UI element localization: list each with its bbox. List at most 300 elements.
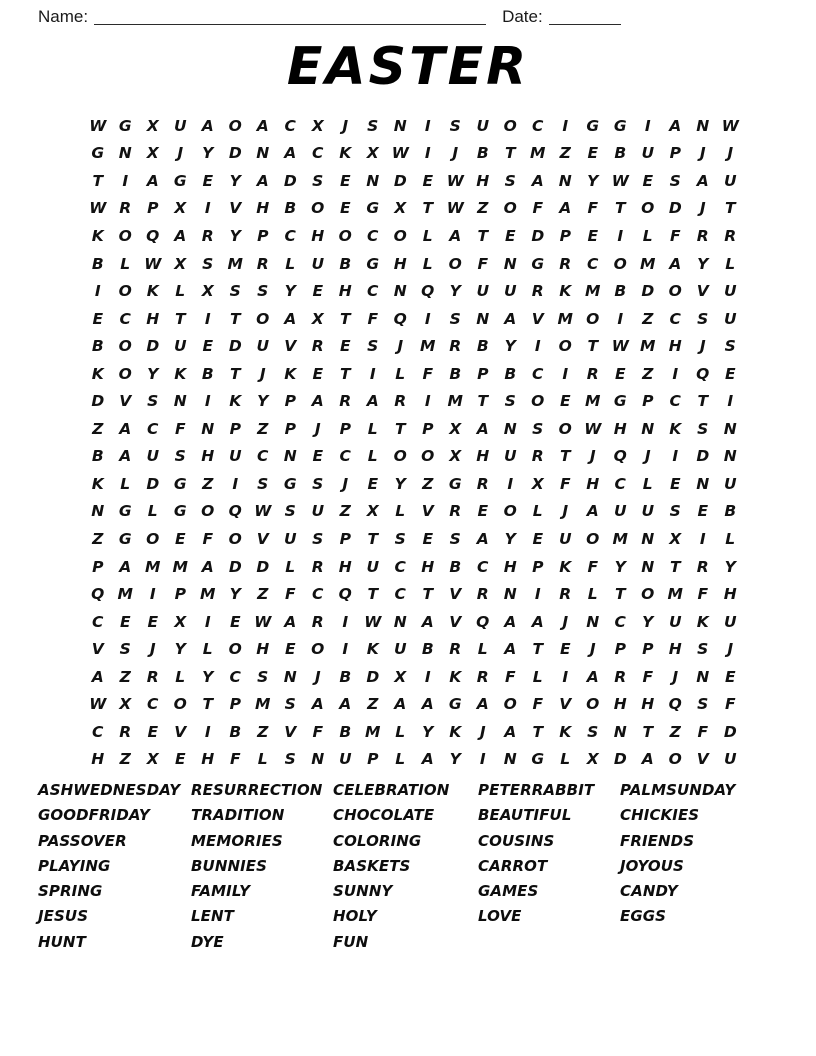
grid-cell[interactable]: A [696, 171, 709, 190]
grid-cell[interactable]: B [724, 502, 737, 521]
grid-cell[interactable]: T [174, 309, 186, 328]
grid-cell[interactable]: D [723, 722, 737, 741]
grid-cell[interactable]: N [173, 392, 187, 411]
grid-cell[interactable]: I [424, 116, 431, 135]
grid-cell[interactable]: X [146, 144, 159, 163]
grid-cell[interactable]: S [724, 337, 736, 356]
grid-cell[interactable]: W [611, 337, 629, 356]
grid-cell[interactable]: F [202, 529, 214, 548]
grid-cell[interactable]: O [613, 254, 627, 273]
grid-cell[interactable]: O [311, 640, 325, 659]
grid-cell[interactable]: P [147, 199, 159, 218]
grid-cell[interactable]: B [91, 337, 104, 356]
grid-cell[interactable]: Y [697, 254, 709, 273]
grid-cell[interactable]: S [367, 337, 379, 356]
grid-cell[interactable]: K [669, 419, 682, 438]
grid-cell[interactable]: E [284, 640, 296, 659]
grid-cell[interactable]: X [586, 750, 599, 769]
grid-cell[interactable]: O [118, 337, 132, 356]
grid-cell[interactable]: E [724, 364, 736, 383]
grid-cell[interactable]: U [173, 116, 187, 135]
grid-cell[interactable]: C [367, 282, 379, 301]
grid-cell[interactable]: U [641, 144, 655, 163]
grid-cell[interactable]: L [147, 502, 158, 521]
grid-cell[interactable]: G [613, 116, 627, 135]
grid-cell[interactable]: A [146, 171, 159, 190]
grid-cell[interactable]: Z [202, 474, 214, 493]
grid-cell[interactable]: W [144, 254, 162, 273]
word-bank-item[interactable]: BUNNIES [191, 856, 268, 875]
grid-cell[interactable]: S [697, 640, 709, 659]
grid-cell[interactable]: Z [92, 419, 104, 438]
grid-cell[interactable]: L [120, 254, 131, 273]
grid-cell[interactable]: W [611, 171, 629, 190]
grid-cell[interactable]: F [532, 695, 544, 714]
grid-cell[interactable]: W [446, 199, 464, 218]
grid-cell[interactable]: Y [504, 337, 516, 356]
grid-cell[interactable]: O [228, 116, 242, 135]
grid-cell[interactable]: H [613, 419, 627, 438]
grid-cell[interactable]: O [228, 529, 242, 548]
grid-cell[interactable]: X [449, 419, 462, 438]
grid-cell[interactable]: J [589, 447, 596, 466]
grid-cell[interactable]: S [449, 309, 461, 328]
grid-cell[interactable]: M [585, 282, 601, 301]
grid-cell[interactable]: H [338, 557, 352, 576]
grid-cell[interactable]: O [558, 419, 572, 438]
grid-cell[interactable]: L [202, 640, 213, 659]
grid-cell[interactable]: T [339, 364, 351, 383]
grid-cell[interactable]: L [725, 529, 736, 548]
grid-cell[interactable]: N [696, 667, 710, 686]
grid-cell[interactable]: L [587, 585, 598, 604]
grid-cell[interactable]: E [477, 502, 489, 521]
grid-cell[interactable]: V [284, 722, 297, 741]
grid-cell[interactable]: B [339, 667, 352, 686]
word-bank-item[interactable]: GOODFRIDAY [38, 806, 150, 825]
grid-cell[interactable]: P [477, 364, 489, 383]
grid-cell[interactable]: R [256, 254, 269, 273]
grid-cell[interactable]: G [613, 392, 627, 411]
grid-cell[interactable]: G [586, 116, 600, 135]
grid-cell[interactable]: J [644, 447, 651, 466]
grid-cell[interactable]: F [477, 254, 489, 273]
grid-cell[interactable]: P [229, 695, 241, 714]
grid-cell[interactable]: L [367, 419, 378, 438]
grid-cell[interactable]: H [668, 337, 682, 356]
grid-cell[interactable]: E [147, 722, 159, 741]
word-bank-item[interactable]: RESURRECTION [191, 781, 323, 799]
grid-cell[interactable]: O [338, 226, 352, 245]
grid-cell[interactable]: B [449, 557, 462, 576]
grid-cell[interactable]: G [448, 695, 462, 714]
grid-cell[interactable]: M [640, 254, 656, 273]
grid-cell[interactable]: D [641, 282, 655, 301]
grid-cell[interactable]: E [339, 199, 351, 218]
grid-cell[interactable]: S [669, 502, 681, 521]
grid-cell[interactable]: X [366, 502, 379, 521]
grid-cell[interactable]: X [146, 750, 159, 769]
grid-cell[interactable]: A [201, 116, 214, 135]
grid-cell[interactable]: G [173, 474, 187, 493]
grid-cell[interactable]: X [531, 474, 544, 493]
grid-cell[interactable]: N [283, 447, 297, 466]
grid-cell[interactable]: T [477, 226, 489, 245]
grid-cell[interactable]: M [447, 392, 463, 411]
word-bank-item[interactable]: SPRING [38, 882, 103, 901]
grid-cell[interactable]: N [91, 502, 105, 521]
word-bank-item[interactable]: JOYOUS [620, 856, 684, 875]
grid-cell[interactable]: E [202, 337, 214, 356]
grid-cell[interactable]: P [284, 419, 296, 438]
grid-cell[interactable]: E [174, 529, 186, 548]
grid-cell[interactable]: E [559, 640, 571, 659]
grid-cell[interactable]: I [204, 722, 211, 741]
grid-cell[interactable]: A [476, 529, 489, 548]
grid-cell[interactable]: R [531, 447, 544, 466]
grid-cell[interactable]: U [558, 529, 572, 548]
grid-cell[interactable]: E [614, 364, 626, 383]
grid-cell[interactable]: V [696, 282, 709, 301]
word-bank-item[interactable]: CHOCOLATE [333, 806, 435, 825]
grid-cell[interactable]: U [723, 474, 737, 493]
grid-cell[interactable]: D [531, 226, 545, 245]
grid-cell[interactable]: O [503, 695, 517, 714]
grid-cell[interactable]: T [559, 447, 571, 466]
grid-cell[interactable]: X [394, 667, 407, 686]
grid-cell[interactable]: U [723, 612, 737, 631]
grid-cell[interactable]: E [119, 612, 131, 631]
grid-cell[interactable]: P [642, 640, 654, 659]
word-bank-item[interactable]: COLORING [333, 831, 422, 850]
grid-cell[interactable]: I [424, 309, 431, 328]
grid-cell[interactable]: G [531, 254, 545, 273]
grid-cell[interactable]: R [531, 282, 544, 301]
grid-cell[interactable]: T [367, 585, 379, 604]
grid-cell[interactable]: B [284, 199, 297, 218]
grid-cell[interactable]: Z [257, 585, 269, 604]
grid-cell[interactable]: I [122, 171, 129, 190]
grid-cell[interactable]: K [284, 364, 297, 383]
grid-cell[interactable]: M [667, 585, 683, 604]
grid-cell[interactable]: B [229, 722, 242, 741]
grid-cell[interactable]: W [584, 419, 602, 438]
grid-cell[interactable]: O [503, 116, 517, 135]
grid-cell[interactable]: T [532, 722, 544, 741]
grid-cell[interactable]: Z [257, 419, 269, 438]
grid-cell[interactable]: J [699, 337, 706, 356]
grid-cell[interactable]: Q [668, 695, 682, 714]
grid-cell[interactable]: A [504, 309, 517, 328]
grid-cell[interactable]: H [91, 750, 105, 769]
grid-cell[interactable]: A [284, 612, 297, 631]
grid-cell[interactable]: U [311, 502, 325, 521]
grid-cell[interactable]: V [174, 722, 187, 741]
grid-cell[interactable]: D [228, 557, 242, 576]
grid-cell[interactable]: A [669, 116, 682, 135]
grid-cell[interactable]: R [586, 364, 599, 383]
word-bank-item[interactable]: EGGS [620, 907, 667, 926]
grid-cell[interactable]: C [587, 254, 599, 273]
grid-cell[interactable]: I [342, 612, 349, 631]
grid-cell[interactable]: J [314, 419, 321, 438]
grid-cell[interactable]: C [229, 667, 241, 686]
grid-cell[interactable]: J [259, 364, 266, 383]
grid-cell[interactable]: R [449, 337, 462, 356]
grid-cell[interactable]: D [696, 447, 710, 466]
grid-cell[interactable]: A [311, 695, 324, 714]
grid-cell[interactable]: O [118, 364, 132, 383]
grid-cell[interactable]: C [312, 144, 324, 163]
grid-cell[interactable]: M [255, 695, 271, 714]
grid-cell[interactable]: C [257, 447, 269, 466]
grid-cell[interactable]: X [311, 309, 324, 328]
grid-cell[interactable]: M [557, 309, 573, 328]
grid-cell[interactable]: G [118, 529, 132, 548]
grid-cell[interactable]: V [284, 337, 297, 356]
grid-cell[interactable]: U [173, 337, 187, 356]
grid-cell[interactable]: F [367, 309, 379, 328]
grid-cell[interactable]: S [449, 529, 461, 548]
grid-cell[interactable]: E [724, 667, 736, 686]
grid-cell[interactable]: B [91, 254, 104, 273]
grid-cell[interactable]: I [562, 364, 569, 383]
grid-cell[interactable]: J [699, 144, 706, 163]
grid-cell[interactable]: N [311, 750, 325, 769]
grid-cell[interactable]: O [118, 282, 132, 301]
word-search-grid[interactable] [84, 112, 744, 773]
grid-cell[interactable]: V [449, 585, 462, 604]
grid-cell[interactable]: V [256, 529, 269, 548]
grid-cell[interactable]: Z [642, 309, 654, 328]
grid-cell[interactable]: K [696, 612, 709, 631]
grid-cell[interactable]: J [562, 502, 569, 521]
grid-cell[interactable]: Z [669, 722, 681, 741]
grid-cell[interactable]: W [254, 612, 272, 631]
grid-cell[interactable]: I [204, 309, 211, 328]
grid-cell[interactable]: R [449, 502, 462, 521]
grid-cell[interactable]: V [421, 502, 434, 521]
grid-cell[interactable]: K [559, 722, 572, 741]
grid-cell[interactable]: L [395, 750, 406, 769]
grid-cell[interactable]: O [668, 282, 682, 301]
grid-cell[interactable]: O [558, 337, 572, 356]
grid-cell[interactable]: O [586, 309, 600, 328]
grid-cell[interactable]: O [118, 226, 132, 245]
grid-cell[interactable]: Y [284, 282, 296, 301]
grid-cell[interactable]: S [669, 171, 681, 190]
grid-cell[interactable]: F [642, 667, 654, 686]
grid-cell[interactable]: L [477, 640, 488, 659]
grid-cell[interactable]: N [586, 612, 600, 631]
grid-cell[interactable]: D [146, 474, 160, 493]
grid-cell[interactable]: K [449, 667, 462, 686]
word-bank-item[interactable]: GAMES [478, 882, 539, 901]
grid-cell[interactable]: E [642, 171, 654, 190]
grid-cell[interactable]: R [339, 392, 352, 411]
grid-cell[interactable]: R [559, 585, 572, 604]
grid-cell[interactable]: E [367, 474, 379, 493]
grid-cell[interactable]: R [311, 612, 324, 631]
grid-cell[interactable]: I [534, 337, 541, 356]
grid-cell[interactable]: Z [477, 199, 489, 218]
grid-cell[interactable]: O [586, 529, 600, 548]
grid-cell[interactable]: N [696, 116, 710, 135]
grid-cell[interactable]: E [312, 364, 324, 383]
grid-cell[interactable]: A [284, 144, 297, 163]
grid-cell[interactable]: P [559, 226, 571, 245]
grid-cell[interactable]: T [422, 199, 434, 218]
grid-cell[interactable]: X [174, 199, 187, 218]
grid-cell[interactable]: Z [422, 474, 434, 493]
grid-cell[interactable]: C [147, 695, 159, 714]
grid-cell[interactable]: A [476, 419, 489, 438]
grid-cell[interactable]: R [559, 254, 572, 273]
grid-cell[interactable]: S [147, 392, 159, 411]
grid-cell[interactable]: Z [257, 722, 269, 741]
grid-cell[interactable]: U [668, 612, 682, 631]
grid-cell[interactable]: L [395, 722, 406, 741]
grid-cell[interactable]: E [504, 226, 516, 245]
grid-cell[interactable]: A [339, 695, 352, 714]
grid-cell[interactable]: H [311, 226, 325, 245]
grid-cell[interactable]: A [256, 116, 269, 135]
grid-cell[interactable]: H [201, 447, 215, 466]
grid-cell[interactable]: C [394, 585, 406, 604]
grid-cell[interactable]: G [173, 502, 187, 521]
grid-cell[interactable]: K [229, 392, 242, 411]
grid-cell[interactable]: C [312, 585, 324, 604]
grid-cell[interactable]: Q [613, 447, 627, 466]
grid-cell[interactable]: P [284, 392, 296, 411]
grid-cell[interactable]: W [391, 144, 409, 163]
word-bank-item[interactable]: TRADITION [191, 806, 285, 825]
grid-cell[interactable]: F [284, 585, 296, 604]
word-bank-item[interactable]: PLAYING [38, 856, 111, 875]
grid-cell[interactable]: A [476, 695, 489, 714]
grid-cell[interactable]: I [672, 364, 679, 383]
grid-cell[interactable]: S [119, 640, 131, 659]
grid-cell[interactable]: S [504, 392, 516, 411]
grid-cell[interactable]: P [422, 419, 434, 438]
grid-cell[interactable]: I [369, 364, 376, 383]
grid-cell[interactable]: N [118, 144, 132, 163]
grid-cell[interactable]: T [614, 199, 626, 218]
grid-cell[interactable]: G [118, 502, 132, 521]
grid-cell[interactable]: E [147, 612, 159, 631]
grid-cell[interactable]: X [146, 116, 159, 135]
grid-cell[interactable]: N [641, 419, 655, 438]
grid-cell[interactable]: S [284, 750, 296, 769]
grid-cell[interactable]: H [641, 695, 655, 714]
grid-cell[interactable]: T [202, 695, 214, 714]
grid-cell[interactable]: H [476, 171, 490, 190]
grid-cell[interactable]: Z [119, 750, 131, 769]
grid-cell[interactable]: H [476, 447, 490, 466]
grid-cell[interactable]: T [504, 144, 516, 163]
grid-cell[interactable]: W [364, 612, 382, 631]
word-bank-item[interactable]: ASHWEDNESDAY [38, 781, 181, 799]
grid-cell[interactable]: Y [202, 144, 214, 163]
grid-cell[interactable]: R [146, 667, 159, 686]
word-bank-item[interactable]: BEAUTIFUL [478, 806, 572, 825]
grid-cell[interactable]: Y [642, 612, 654, 631]
word-bank-item[interactable]: PETERRABBIT [478, 781, 595, 799]
grid-cell[interactable]: O [448, 254, 462, 273]
grid-cell[interactable]: K [174, 364, 187, 383]
grid-cell[interactable]: N [641, 529, 655, 548]
grid-cell[interactable]: U [723, 750, 737, 769]
grid-cell[interactable]: I [424, 667, 431, 686]
grid-cell[interactable]: D [91, 392, 105, 411]
grid-cell[interactable]: F [697, 722, 709, 741]
grid-cell[interactable]: C [119, 309, 131, 328]
grid-cell[interactable]: I [424, 144, 431, 163]
grid-cell[interactable]: R [696, 226, 709, 245]
grid-cell[interactable]: G [366, 254, 380, 273]
grid-cell[interactable]: I [507, 474, 514, 493]
grid-cell[interactable]: E [312, 282, 324, 301]
grid-cell[interactable]: N [613, 722, 627, 741]
word-bank-item[interactable]: COUSINS [478, 831, 555, 850]
grid-cell[interactable]: A [394, 695, 407, 714]
grid-cell[interactable]: U [476, 116, 490, 135]
grid-cell[interactable]: O [503, 502, 517, 521]
grid-cell[interactable]: W [89, 199, 107, 218]
grid-cell[interactable]: D [228, 144, 242, 163]
grid-cell[interactable]: Y [394, 474, 406, 493]
grid-cell[interactable]: S [312, 529, 324, 548]
grid-cell[interactable]: R [311, 557, 324, 576]
grid-cell[interactable]: X [311, 116, 324, 135]
grid-cell[interactable]: A [504, 640, 517, 659]
grid-cell[interactable]: J [342, 474, 349, 493]
grid-cell[interactable]: C [477, 557, 489, 576]
grid-cell[interactable]: P [339, 419, 351, 438]
grid-cell[interactable]: O [668, 750, 682, 769]
grid-cell[interactable]: E [587, 144, 599, 163]
grid-cell[interactable]: T [229, 364, 241, 383]
grid-cell[interactable]: I [479, 750, 486, 769]
grid-cell[interactable]: R [119, 722, 132, 741]
grid-cell[interactable]: O [421, 447, 435, 466]
grid-cell[interactable]: H [201, 750, 215, 769]
grid-cell[interactable]: V [449, 612, 462, 631]
grid-cell[interactable]: F [174, 419, 186, 438]
grid-cell[interactable]: I [672, 447, 679, 466]
grid-cell[interactable]: D [228, 337, 242, 356]
grid-cell[interactable]: H [338, 282, 352, 301]
word-bank-item[interactable]: MEMORIES [191, 831, 283, 850]
grid-cell[interactable]: B [614, 144, 627, 163]
grid-cell[interactable]: G [366, 199, 380, 218]
grid-cell[interactable]: F [559, 474, 571, 493]
grid-cell[interactable]: O [201, 502, 215, 521]
grid-cell[interactable]: A [119, 419, 132, 438]
grid-cell[interactable]: K [449, 722, 462, 741]
grid-cell[interactable]: B [449, 364, 462, 383]
grid-cell[interactable]: L [560, 750, 571, 769]
grid-cell[interactable]: I [204, 199, 211, 218]
grid-cell[interactable]: H [503, 557, 517, 576]
grid-cell[interactable]: C [284, 116, 296, 135]
grid-cell[interactable]: T [477, 392, 489, 411]
grid-cell[interactable]: F [229, 750, 241, 769]
grid-cell[interactable]: S [532, 419, 544, 438]
grid-cell[interactable]: N [503, 419, 517, 438]
grid-cell[interactable]: H [723, 585, 737, 604]
grid-cell[interactable]: R [476, 474, 489, 493]
